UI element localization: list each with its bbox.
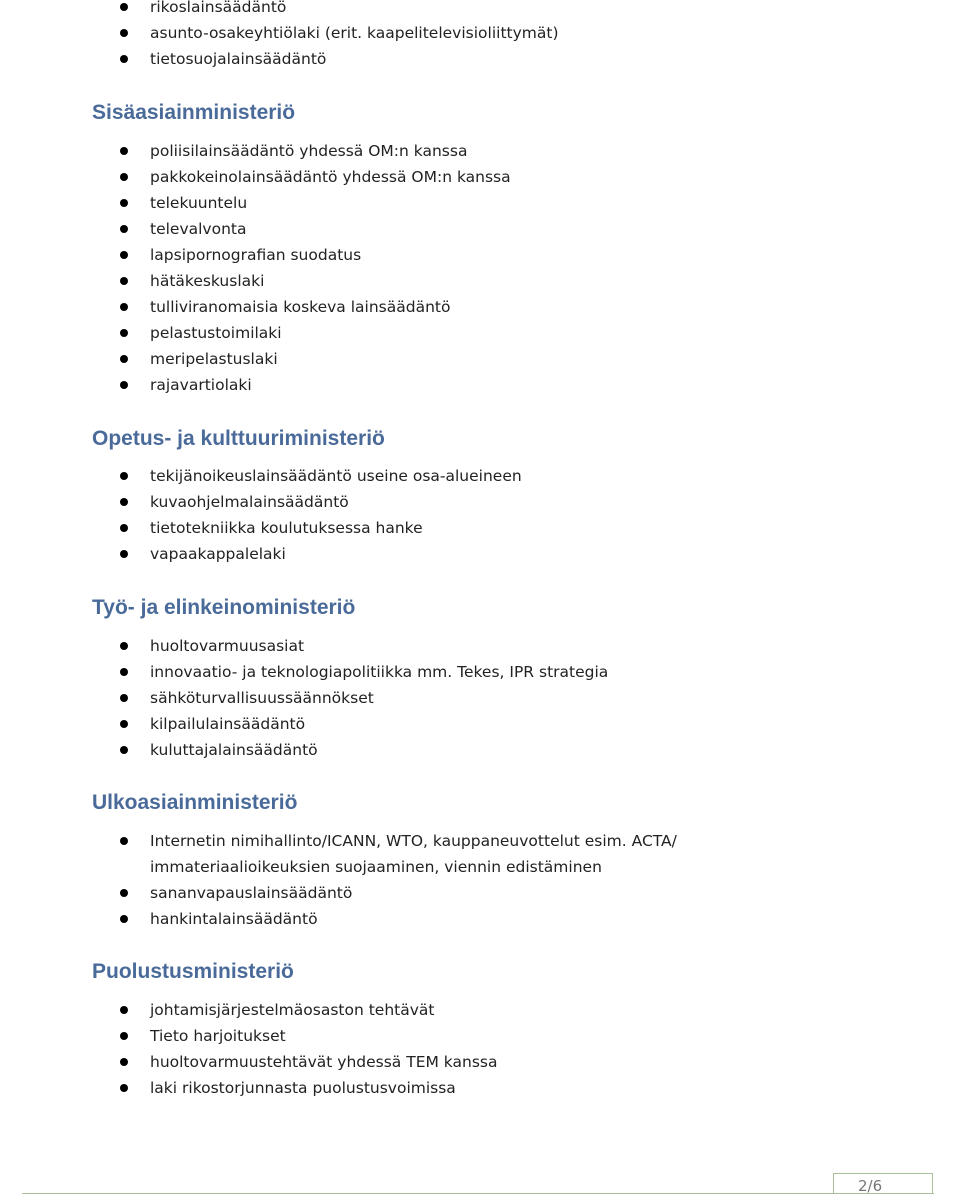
bullet-icon (120, 1058, 128, 1066)
list-item: Internetin nimihallinto/ICANN, WTO, kauppaneuvottelut esim. ACTA/ immateriaalioikeuksien suojaaminen, viennin edistäminen (0, 828, 830, 880)
bullet-icon (120, 472, 128, 480)
section-5-list (0, 997, 497, 1101)
list-item: pakkokeinolainsäädäntö yhdessä OM:n kanssa (0, 164, 511, 190)
list-item: rikoslainsäädäntö (0, 0, 559, 20)
list-item: vapaakappalelaki (0, 541, 522, 567)
section-3-list (0, 633, 608, 763)
list-item: kuluttajalainsäädäntö (0, 737, 608, 763)
list-item: asunto-osakeyhtiölaki (erit. kaapelitelevisioliittymät) (0, 20, 559, 46)
bullet-icon (120, 277, 128, 285)
section-heading-opetus-ja-kulttuuriministerio: Opetus- ja kulttuuriministeriö (92, 427, 385, 450)
bullet-icon (120, 3, 128, 11)
bullet-icon (120, 1006, 128, 1014)
bullet-icon (120, 251, 128, 259)
page-number-box (833, 1173, 933, 1193)
section-2-list (0, 463, 522, 567)
bullet-icon (120, 524, 128, 532)
bullet-icon (120, 29, 128, 37)
footer-divider (22, 1193, 934, 1194)
bullet-icon (120, 915, 128, 923)
bullet-icon (120, 303, 128, 311)
list-item: tietotekniikka koulutuksessa hanke (0, 515, 522, 541)
section-0-list (0, 0, 559, 72)
list-item: innovaatio- ja teknologiapolitiikka mm. Tekes, IPR strategia (0, 659, 608, 685)
bullet-icon (120, 355, 128, 363)
list-item: telekuuntelu (0, 190, 511, 216)
section-heading-puolustusministerio: Puolustusministeriö (92, 960, 294, 983)
list-item: tulliviranomaisia koskeva lainsäädäntö (0, 294, 511, 320)
list-item: Tieto harjoitukset (0, 1023, 497, 1049)
bullet-icon (120, 173, 128, 181)
bullet-icon (120, 381, 128, 389)
list-item: sananvapauslainsäädäntö (0, 880, 830, 906)
list-item: rajavartiolaki (0, 372, 511, 398)
bullet-icon (120, 147, 128, 155)
list-item: laki rikostorjunnasta puolustusvoimissa (0, 1075, 497, 1101)
section-1-list (0, 138, 511, 398)
bullet-icon (120, 550, 128, 558)
list-item: sähköturvallisuussäännökset (0, 685, 608, 711)
bullet-icon (120, 199, 128, 207)
bullet-icon (120, 720, 128, 728)
bullet-icon (120, 642, 128, 650)
bullet-icon (120, 694, 128, 702)
list-item: tekijänoikeuslainsäädäntö useine osa-alueineen (0, 463, 522, 489)
list-item: televalvonta (0, 216, 511, 242)
bullet-icon (120, 55, 128, 63)
bullet-icon (120, 746, 128, 754)
list-item: huoltovarmuusasiat (0, 633, 608, 659)
bullet-icon (120, 1032, 128, 1040)
list-item: tietosuojalainsäädäntö (0, 46, 559, 72)
list-item: pelastustoimilaki (0, 320, 511, 346)
section-heading-tyo-ja-elinkeinoministerio: Työ- ja elinkeinoministeriö (92, 596, 356, 619)
list-item: huoltovarmuustehtävät yhdessä TEM kanssa (0, 1049, 497, 1075)
list-item: johtamisjärjestelmäosaston tehtävät (0, 997, 497, 1023)
bullet-icon (120, 837, 128, 845)
list-item: hätäkeskuslaki (0, 268, 511, 294)
bullet-icon (120, 889, 128, 897)
bullet-icon (120, 668, 128, 676)
bullet-icon (120, 498, 128, 506)
list-item: meripelastuslaki (0, 346, 511, 372)
list-item: poliisilainsäädäntö yhdessä OM:n kanssa (0, 138, 511, 164)
section-heading-sisaasiainministerio: Sisäasiainministeriö (92, 101, 296, 124)
bullet-icon (120, 1084, 128, 1092)
section-4-list (0, 828, 830, 932)
list-item: hankintalainsäädäntö (0, 906, 830, 932)
bullet-icon (120, 225, 128, 233)
list-item: lapsipornografian suodatus (0, 242, 511, 268)
list-item: kilpailulainsäädäntö (0, 711, 608, 737)
list-item: kuvaohjelmalainsäädäntö (0, 489, 522, 515)
section-heading-ulkoasiainministerio: Ulkoasiainministeriö (92, 791, 298, 814)
page-number: 2/6 (858, 1177, 883, 1195)
bullet-icon (120, 329, 128, 337)
